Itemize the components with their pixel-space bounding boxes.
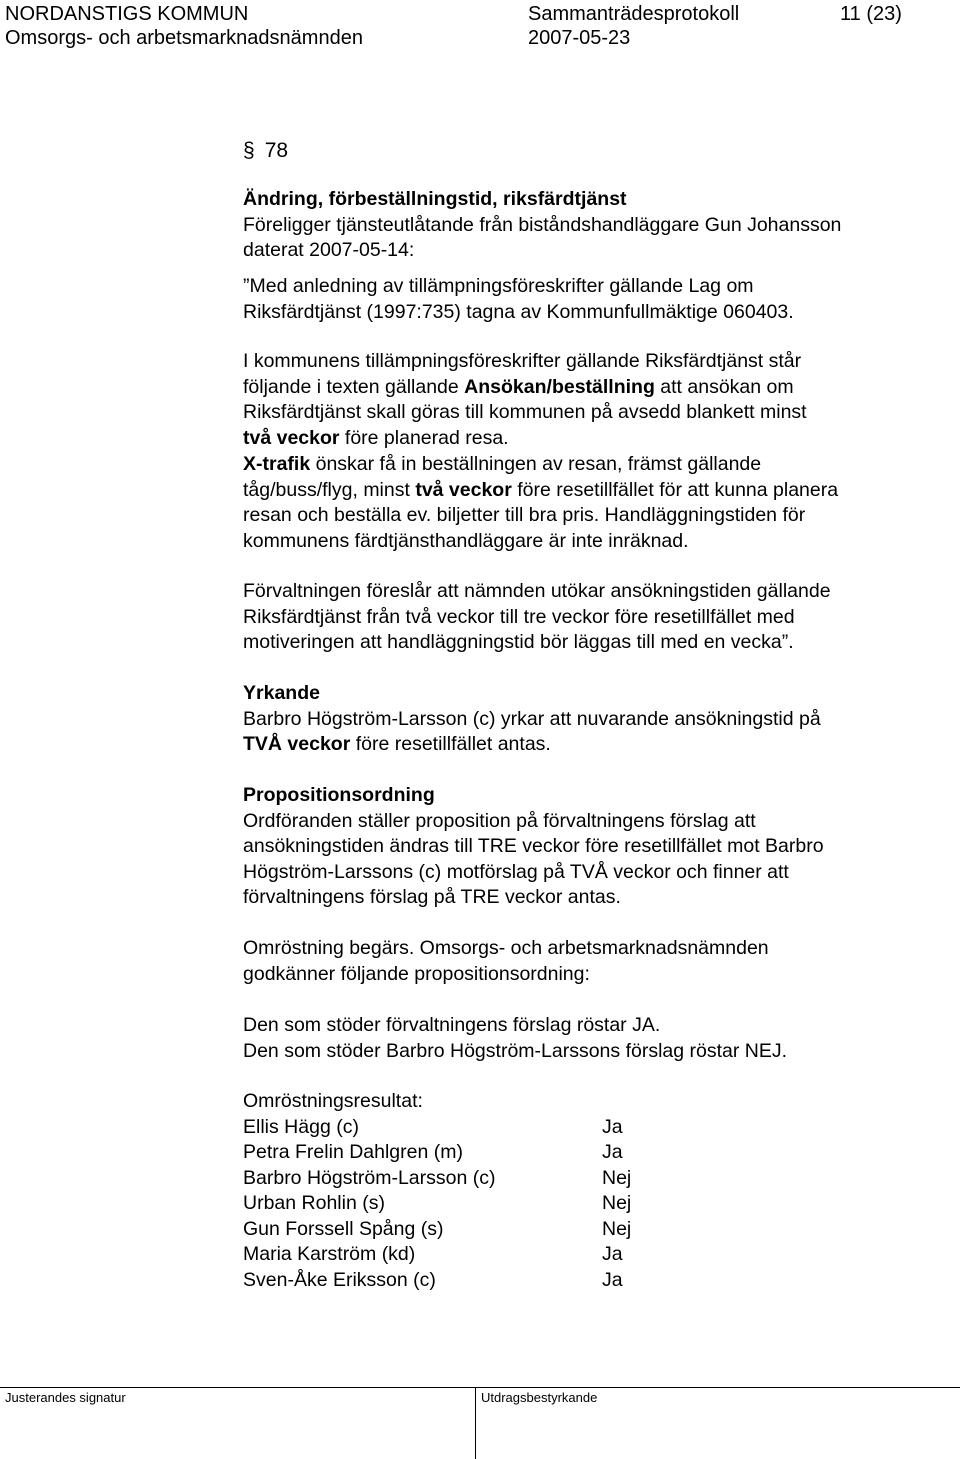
xtrafik-line: X-trafik önskar få in beställningen av resan, främst gällande	[243, 453, 762, 475]
quote-paragraph	[243, 274, 794, 325]
omrostning-line: Omröstning begärs. Omsorgs- och arbetsmarknadsnämnden	[243, 937, 769, 959]
vote-result-heading: Omröstningsresultat:	[243, 1090, 423, 1112]
ja-nej-paragraph	[243, 1013, 787, 1064]
section-mark: §	[243, 139, 255, 162]
nej-line: Den som stöder Barbro Högström-Larssons förslag röstar NEJ.	[243, 1039, 788, 1062]
xtrafik-paragraph	[243, 452, 838, 554]
voter-name: Gun Forssell Spång (s)	[243, 1217, 444, 1240]
proposition-line: Högström-Larssons (c) motförslag på TVÅ veckor och finner att	[243, 860, 789, 883]
vote-value: Nej	[602, 1166, 632, 1189]
rules-line: Riksfärdtjänst skall göras till kommunen på avsedd blankett minst	[243, 401, 807, 423]
proposition-heading: Propositionsordning	[243, 784, 435, 806]
vote-value: Ja	[602, 1268, 623, 1291]
rules-paragraph	[243, 349, 807, 451]
vote-value: Ja	[602, 1141, 623, 1163]
ja-line: Den som stöder förvaltningens förslag röstar JA.	[243, 1014, 661, 1036]
voter-name: Sven-Åke Eriksson (c)	[243, 1268, 436, 1291]
rules-line: I kommunens tillämpningsföreskrifter gällande Riksfärdtjänst står	[243, 350, 802, 372]
yrkande-line: TVÅ veckor före resetillfället antas.	[243, 733, 551, 755]
omrostning-line: godkänner följande propositionsordning:	[243, 962, 590, 985]
proposal-line: motiveringen att handläggningstid bör läggas till med en vecka”.	[243, 631, 794, 653]
voter-name: Urban Rohlin (s)	[243, 1192, 385, 1214]
vote-row	[243, 1242, 943, 1268]
vote-row	[243, 1140, 943, 1166]
voter-name: Maria Karström (kd)	[243, 1243, 416, 1265]
signature-label: Justerandes signatur	[5, 1390, 126, 1405]
xtrafik-line: resan och beställa ev. biljetter till bra pris. Handläggningstiden för	[243, 504, 806, 526]
vote-value: Ja	[602, 1115, 623, 1138]
certification-label: Utdragsbestyrkande	[481, 1390, 598, 1405]
rules-line: två veckor före planerad resa.	[243, 426, 509, 449]
xtrafik-line: kommunens färdtjänsthandläggare är inte inräknad.	[243, 529, 689, 552]
omrostning-paragraph	[243, 936, 769, 987]
yrkande-section	[243, 681, 821, 758]
vote-row	[243, 1217, 943, 1243]
footer-divider	[0, 1387, 960, 1388]
intro-line: Föreligger tjänsteutlåtande från biståndshandläggare Gun Johansson	[243, 213, 842, 236]
bold-term: Ansökan/beställning	[464, 375, 655, 398]
vote-value: Nej	[602, 1192, 632, 1214]
page-number: 11 (23)	[840, 3, 902, 25]
proposition-line: förvaltningens förslag på TRE veckor antas.	[243, 886, 621, 908]
proposition-line: ansökningstiden ändras till TRE veckor före resetillfället mot Barbro	[243, 835, 824, 857]
bold-term: X-trafik	[243, 453, 311, 475]
xtrafik-line: tåg/buss/flyg, minst två veckor före resetillfället för att kunna planera	[243, 478, 839, 501]
section-title: Ändring, förbeställningstid, riksfärdtjänst	[243, 188, 627, 210]
vote-row	[243, 1115, 943, 1141]
proposition-line: Ordföranden ställer proposition på förvaltningens förslag att	[243, 809, 756, 832]
section-intro	[243, 187, 841, 264]
proposal-paragraph	[243, 579, 831, 656]
committee-name: Omsorgs- och arbetsmarknadsnämnden	[5, 27, 363, 49]
yrkande-line: Barbro Högström-Larsson (c) yrkar att nuvarande ansökningstid på	[243, 707, 821, 730]
voter-name: Petra Frelin Dahlgren (m)	[243, 1141, 463, 1163]
voter-name: Ellis Hägg (c)	[243, 1115, 359, 1138]
section-number: 78	[264, 139, 289, 162]
vote-value: Ja	[602, 1243, 623, 1265]
proposal-line: Förvaltningen föreslår att nämnden utökar ansökningstiden gällande	[243, 580, 831, 602]
quote-line: Riksfärdtjänst (1997:735) tagna av Kommunfullmäktige 060403.	[243, 300, 794, 323]
footer-column-divider	[475, 1387, 476, 1459]
vote-value: Nej	[602, 1217, 632, 1240]
vote-row	[243, 1268, 943, 1294]
intro-line: daterat 2007-05-14:	[243, 239, 415, 261]
vote-result	[243, 1089, 943, 1293]
municipality-name: NORDANSTIGS KOMMUN	[5, 3, 249, 25]
document-type: Sammanträdesprotokoll	[528, 3, 740, 25]
rules-line: följande i texten gällande Ansökan/beställning att ansökan om	[243, 375, 794, 398]
bold-term: två veckor	[243, 426, 340, 449]
voter-name: Barbro Högström-Larsson (c)	[243, 1166, 496, 1189]
quote-line: ”Med anledning av tillämpningsföreskrifter gällande Lag om	[243, 275, 754, 297]
yrkande-heading: Yrkande	[243, 682, 320, 704]
bold-term: TVÅ veckor	[243, 733, 351, 755]
proposition-section	[243, 783, 824, 911]
vote-row	[243, 1191, 943, 1217]
meeting-date: 2007-05-23	[528, 27, 631, 49]
proposal-line: Riksfärdtjänst från två veckor till tre veckor före resetillfället med	[243, 605, 795, 628]
vote-row	[243, 1166, 943, 1192]
section-heading	[243, 138, 288, 164]
bold-term: två veckor	[415, 478, 512, 501]
vote-list	[243, 1115, 943, 1294]
